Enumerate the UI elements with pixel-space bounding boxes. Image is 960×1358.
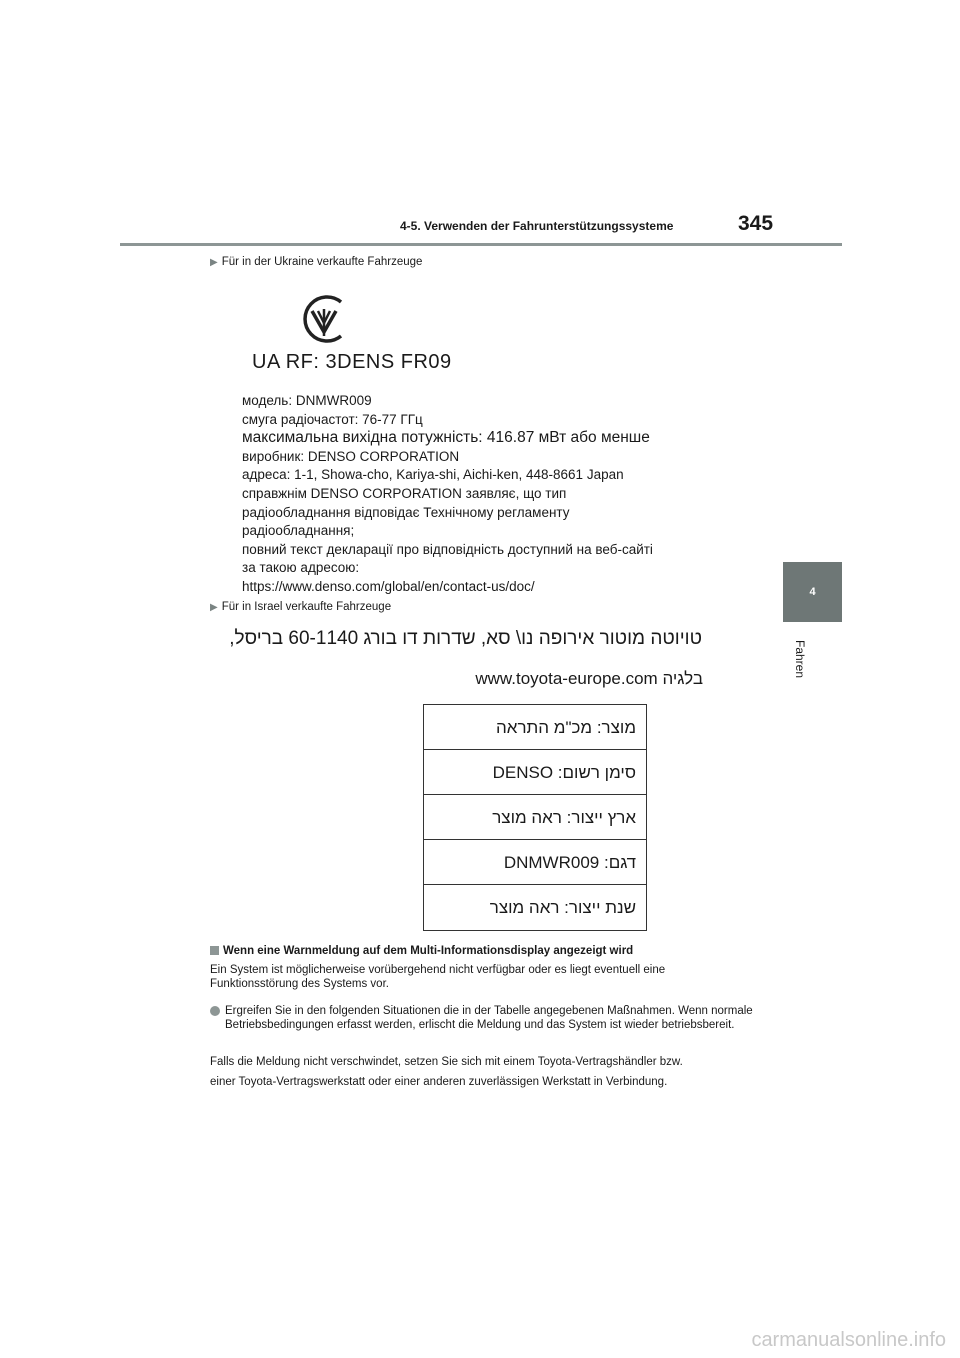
notice-para-1: Falls die Meldung nicht verschwindet, setzen Sie sich mit einem Toyota-Vertragshändler bzw. (210, 1056, 683, 1068)
ukraine-conformity-mark-icon (297, 292, 351, 346)
israel-table-row: שנת ייצור: ראה מוצר (489, 898, 636, 917)
ua-line-declaration-5: за такою адресою: (242, 560, 360, 576)
israel-info-table (423, 704, 647, 931)
watermark: carmanualsonline.info (751, 1329, 946, 1351)
ua-line-declaration-1: справжнім DENSO CORPORATION заявляє, що тип (242, 485, 567, 501)
chapter-title: 4-5. Verwenden der Fahrunterstützungssysteme (400, 219, 674, 233)
israel-table-row: ארץ ייצור: ראה מוצר (424, 795, 646, 840)
notice-title (210, 945, 633, 957)
ua-line-declaration-2: радіообладнання відповідає Технічному регламенту (242, 504, 570, 520)
ua-line-model: модель: DNMWR009 (242, 393, 372, 408)
ua-line-manufacturer: виробник: DENSO CORPORATION (242, 448, 460, 464)
notice-bullet-text: Ergreifen Sie in den folgenden Situationen die in der Tabelle angegebenen Maßnahmen. Wenn normale Betriebsbedingungen erfasst werden, erlischt die Meldung und das System ist wieder betriebsbereit. (225, 1005, 753, 1031)
israel-table-row: מוצר: מכ"מ התראה (424, 705, 646, 750)
ukraine-heading (210, 256, 422, 268)
israel-address-line: טויוטה מוטור אירופה נו\ סא, שדרות דו בורג 60-1140 בריסל, (229, 628, 702, 649)
notice-bullet (210, 1005, 755, 1032)
square-bullet-icon (210, 946, 219, 955)
circle-bullet-icon (210, 1006, 220, 1016)
notice-para-2: einer Toyota-Vertragswerkstatt oder einer anderen zuverlässigen Werkstatt in Verbindung. (210, 1076, 668, 1088)
chapter-tab: 4 (783, 562, 842, 622)
israel-heading-text: Für in Israel verkaufte Fahrzeuge (221, 601, 392, 613)
triangle-bullet-icon: ▶ (210, 602, 218, 613)
ua-line-frequency: смуга радіочастот: 76-77 ГГц (242, 411, 423, 427)
triangle-bullet-icon: ▶ (210, 257, 218, 268)
ua-line-declaration-4: повний текст декларації про відповідність доступний на веб-сайті (242, 541, 653, 557)
notice-intro: Ein System ist möglicherweise vorübergehend nicht verfügbar oder es liegt eventuell eine Funktionsstörung des Systems vor. (210, 964, 666, 990)
israel-table-row: דגם: DNMWR009 (424, 840, 646, 885)
ua-line-url: https://www.denso.com/global/en/contact-us/doc/ (242, 578, 535, 594)
ukraine-heading-text: Für in der Ukraine verkaufte Fahrzeuge (221, 256, 423, 268)
chapter-tab-label: Fahren (793, 639, 807, 679)
ua-line-address: адреса: 1-1, Showa-cho, Kariya-shi, Aichi-ken, 448-8661 Japan (242, 467, 624, 483)
page-number: 345 (738, 212, 774, 235)
header-rule (120, 243, 842, 246)
ua-rf-code: UA RF: 3DENS FR09 (252, 351, 452, 373)
ukraine-declaration (242, 392, 722, 597)
israel-table-row: סימן רשום: DENSO (424, 750, 646, 795)
notice-title-text: Wenn eine Warnmeldung auf dem Multi-Informationsdisplay angezeigt wird (223, 945, 634, 957)
ua-line-power: максимальна вихідна потужність: 416.87 мВт або менше (242, 429, 650, 447)
ua-line-declaration-3: радіообладнання; (242, 523, 355, 539)
israel-heading (210, 601, 391, 613)
israel-country-line: בלגיה www.toyota-europe.com (475, 669, 703, 688)
